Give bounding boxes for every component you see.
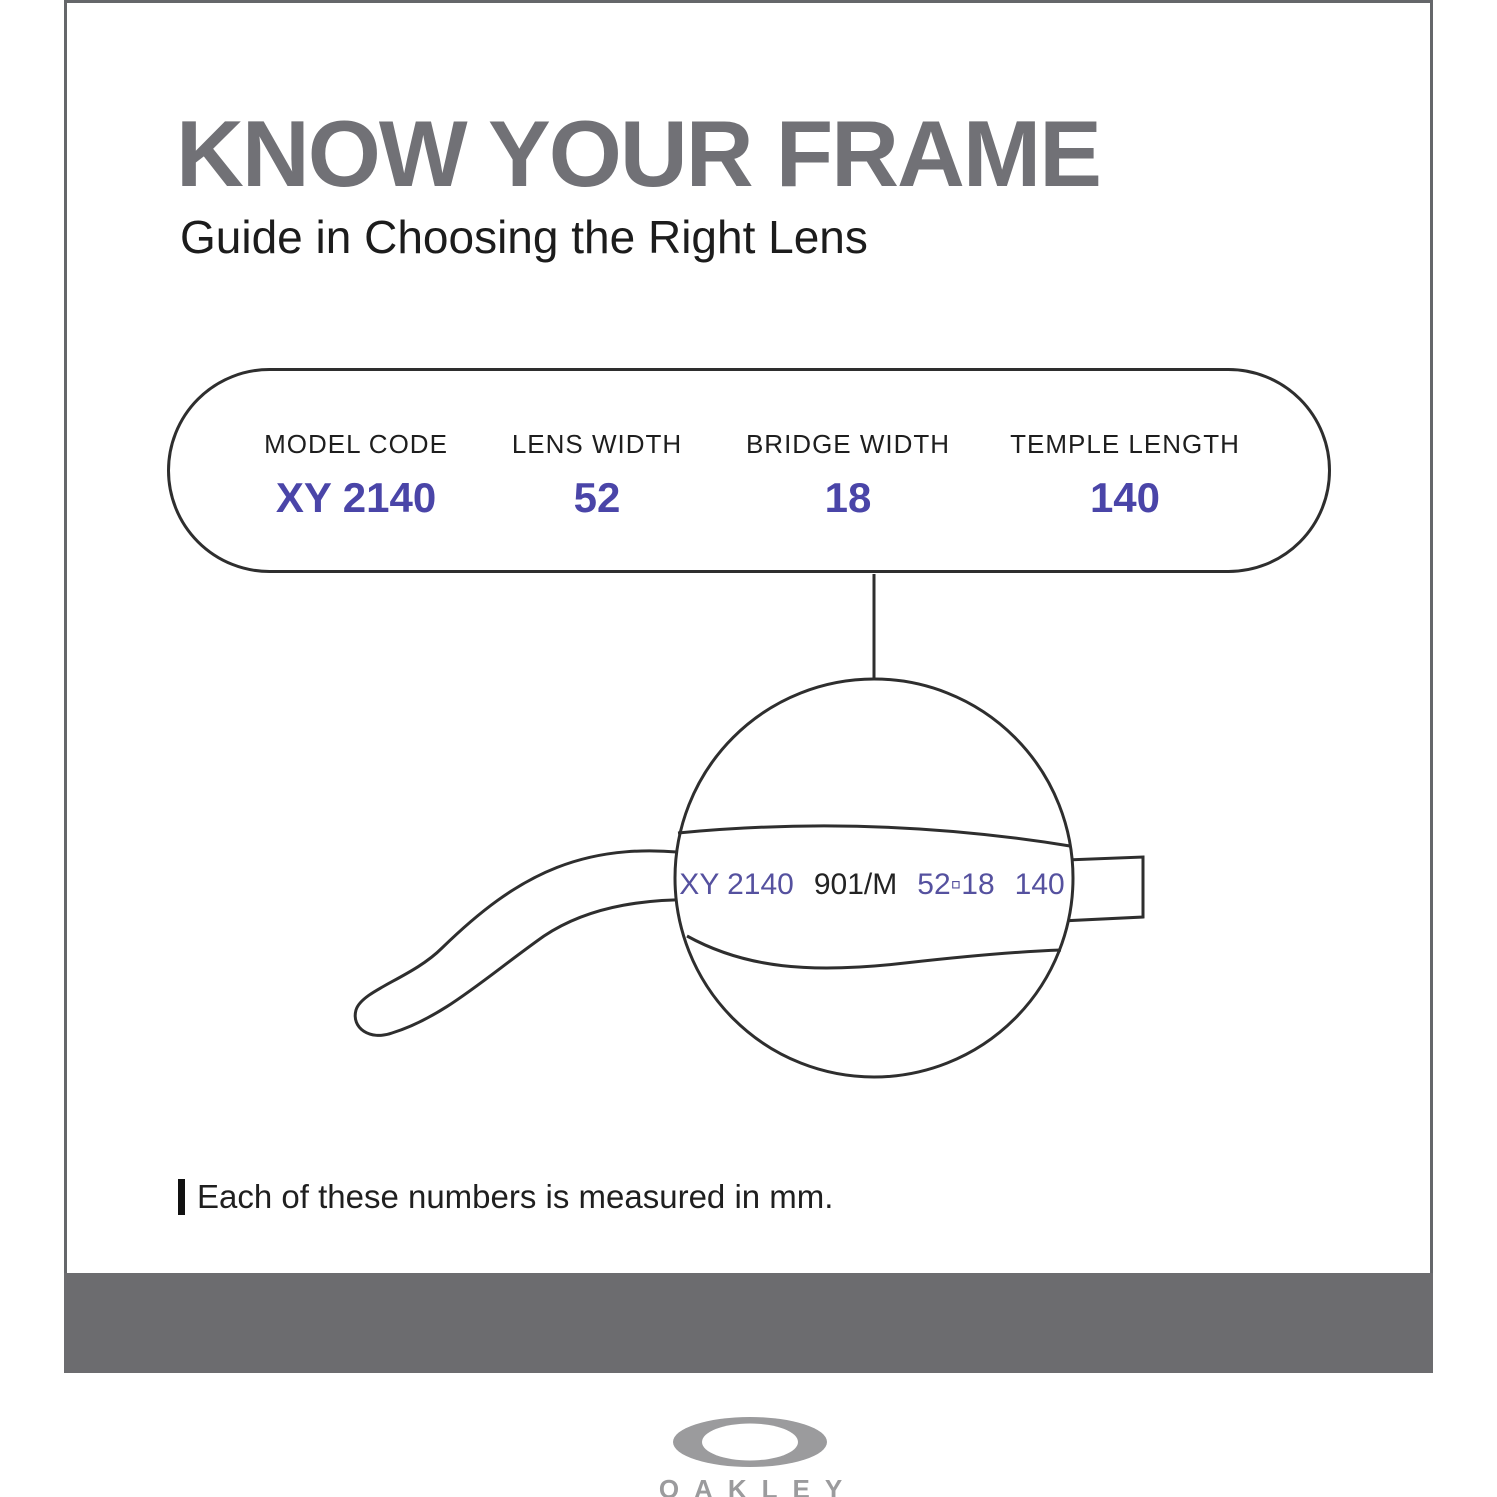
note-text: Each of these numbers is measured in mm. bbox=[197, 1178, 834, 1215]
spec-value: 52 bbox=[573, 474, 621, 521]
etching-temple-length: 140 bbox=[1014, 868, 1065, 901]
oakley-o-icon-inner bbox=[702, 1424, 798, 1461]
page-title: KNOW YOUR FRAME bbox=[176, 101, 1100, 206]
etching-model-code: XY 2140 bbox=[679, 868, 794, 901]
footer-band bbox=[64, 1273, 1433, 1373]
spec-label: BRIDGE WIDTH bbox=[745, 429, 951, 459]
spec-label: LENS WIDTH bbox=[511, 429, 683, 459]
spec-value: 140 bbox=[1089, 474, 1161, 521]
page-subtitle: Guide in Choosing the Right Lens bbox=[180, 211, 868, 263]
measurement-note bbox=[178, 1178, 833, 1216]
spec-label: TEMPLE LENGTH bbox=[1010, 429, 1240, 459]
spec-value: 18 bbox=[824, 474, 872, 521]
frame-etching-text bbox=[679, 868, 1064, 902]
brand-wordmark: OAKLEY bbox=[658, 1474, 858, 1497]
note-accent-bar bbox=[178, 1179, 185, 1215]
oakley-o-icon bbox=[673, 1417, 827, 1467]
etching-lens-bridge: 52▫18 bbox=[917, 868, 995, 901]
temple-arm-illustration bbox=[355, 851, 710, 1036]
spec-value: XY 2140 bbox=[275, 474, 437, 521]
etching-color-code: 901/M bbox=[813, 868, 898, 901]
spec-label: MODEL CODE bbox=[264, 429, 448, 459]
